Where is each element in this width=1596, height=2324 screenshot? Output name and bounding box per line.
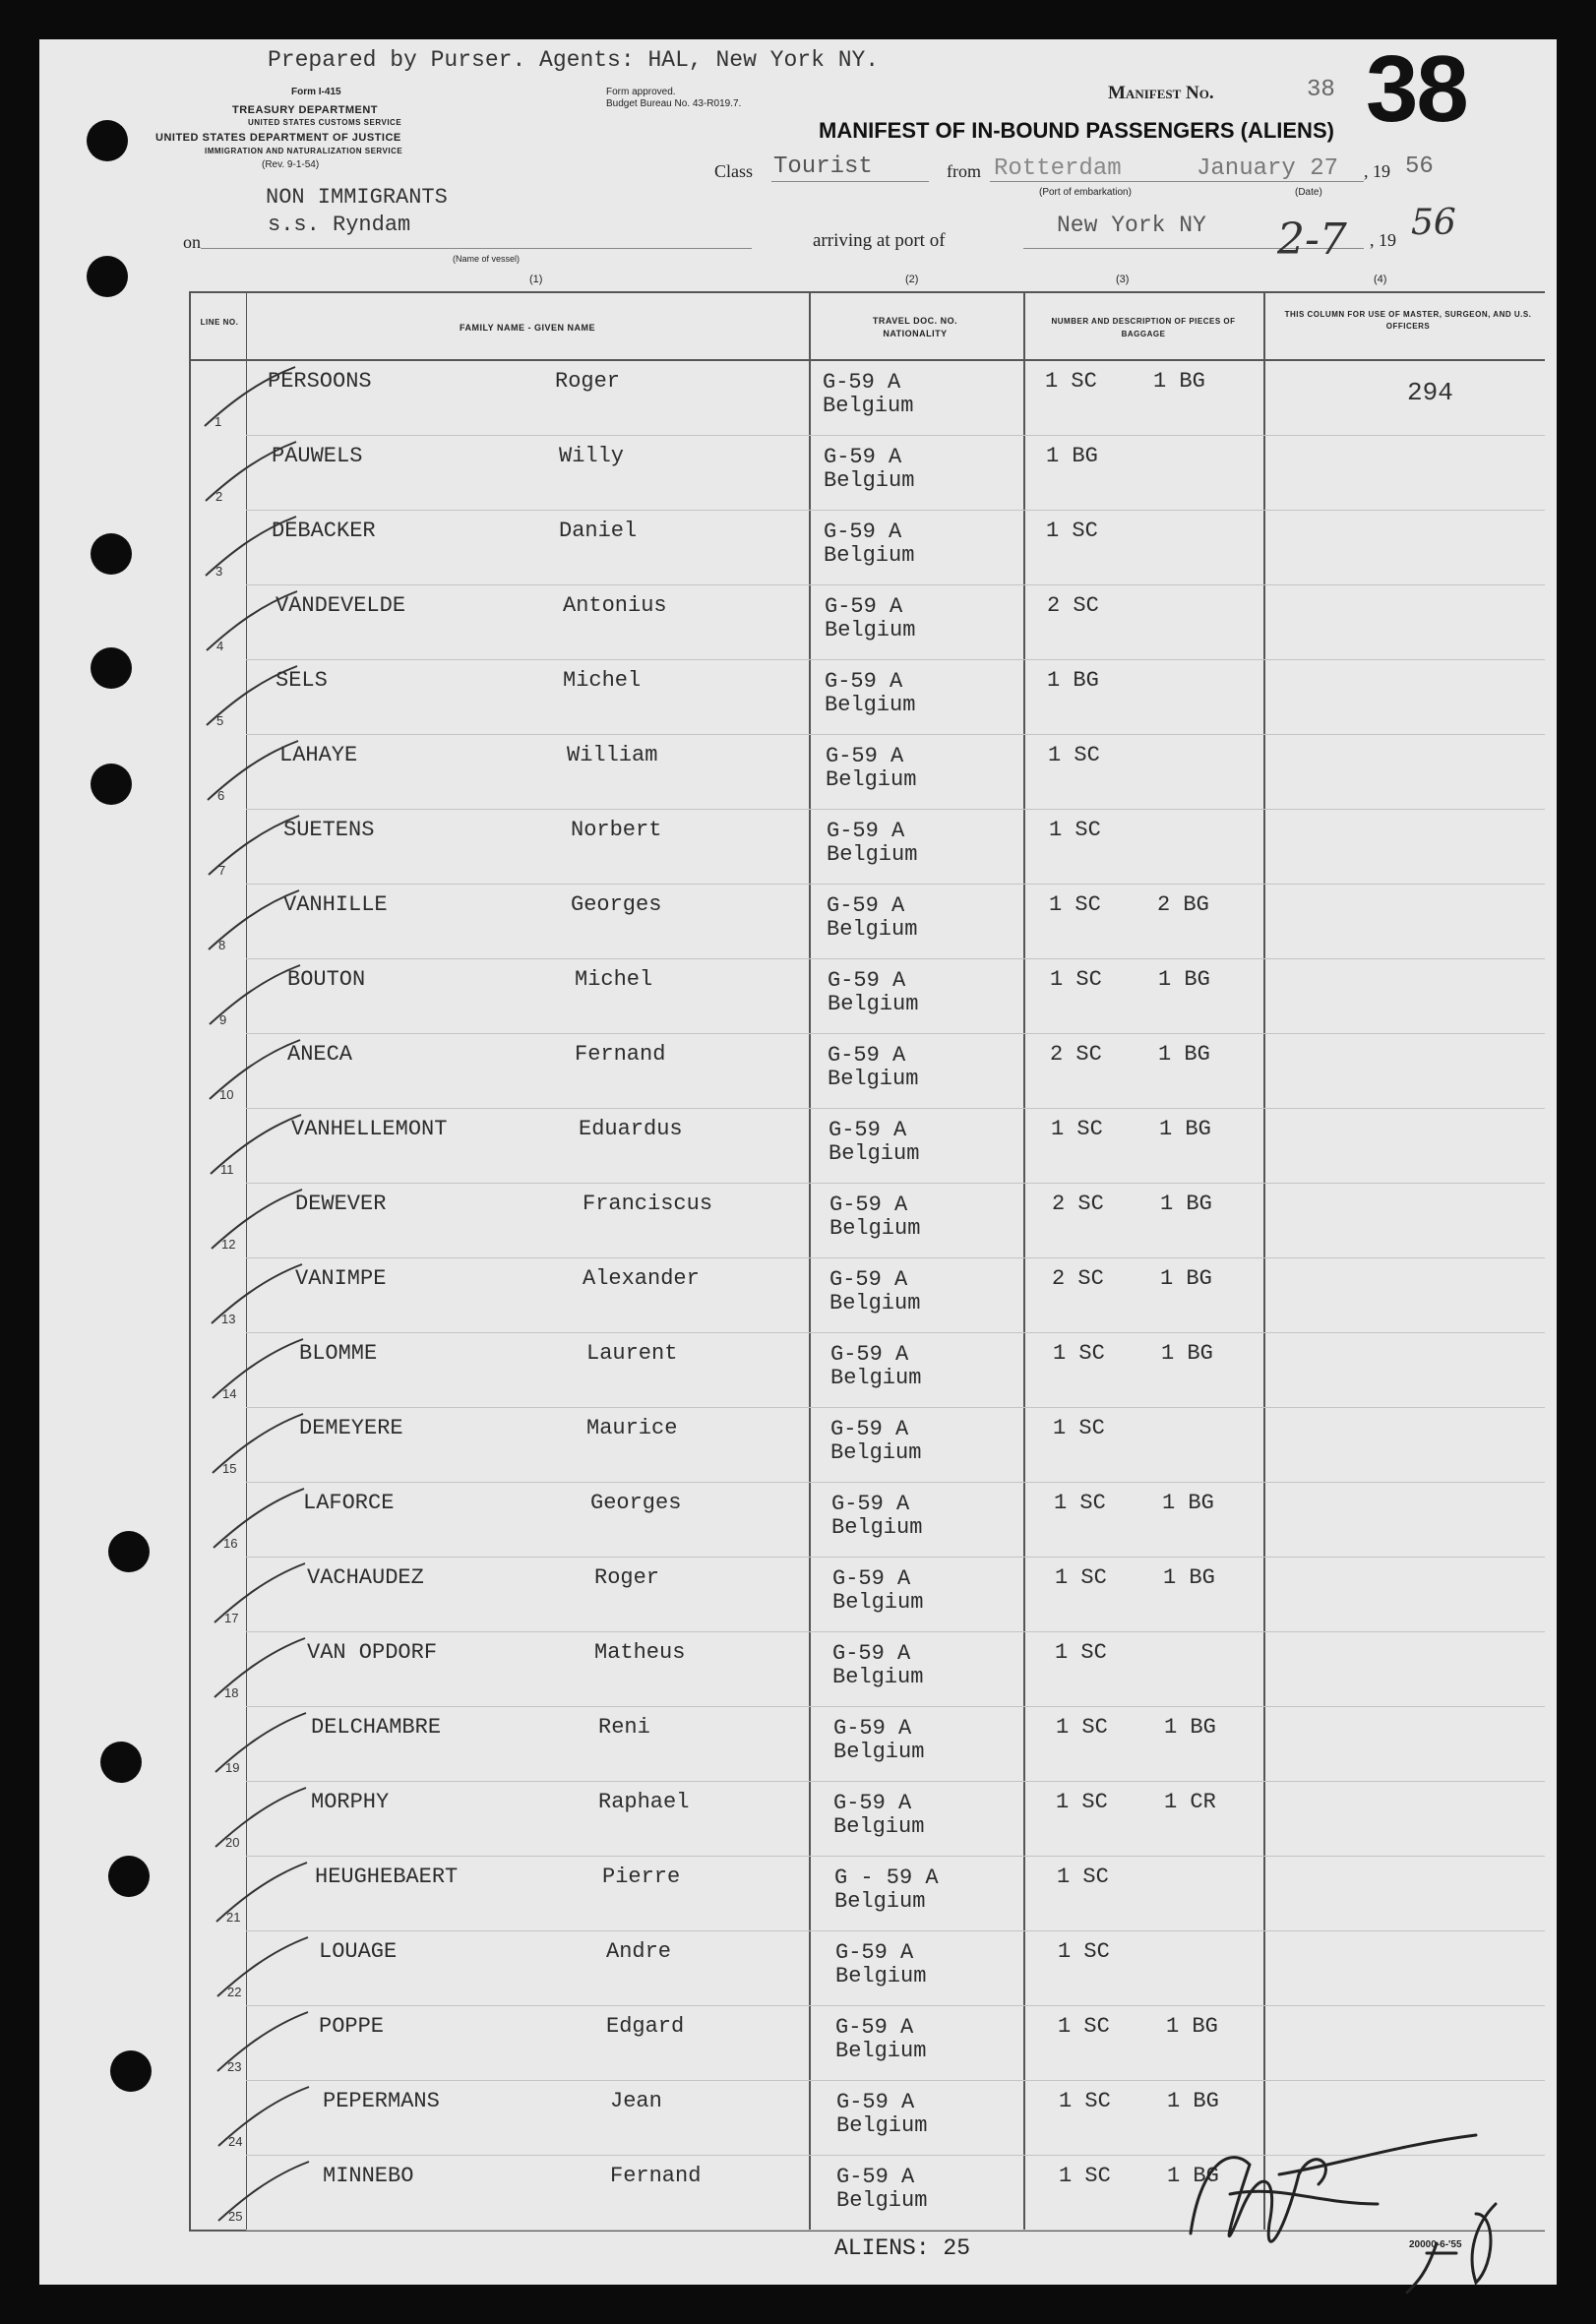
nationality: Belgium	[836, 2113, 928, 2138]
table-row	[39, 885, 1557, 959]
arrival-year-handwritten: 56	[1411, 203, 1456, 243]
line-number: 12	[221, 1237, 236, 1252]
aliens-total: ALIENS: 25	[834, 2235, 971, 2261]
baggage-2: 1 BG	[1166, 2014, 1218, 2039]
nationality: Belgium	[836, 2188, 928, 2213]
print-code: 20000-6-'55	[1409, 2239, 1462, 2250]
nationality: Belgium	[832, 1590, 924, 1615]
nationality: Belgium	[828, 1067, 919, 1091]
nationality: Belgium	[833, 1814, 925, 1839]
nationality: Belgium	[825, 693, 916, 717]
given-name: Reni	[598, 1715, 650, 1740]
baggage-1: 1 SC	[1057, 1865, 1109, 1889]
ins-service: IMMIGRATION AND NATURALIZATION SERVICE	[205, 147, 403, 155]
family-name: POPPE	[319, 2014, 385, 2039]
from-label: from	[947, 161, 981, 181]
family-name: VANHILLE	[283, 892, 388, 917]
justice-dept: UNITED STATES DEPARTMENT OF JUSTICE	[155, 132, 401, 144]
given-name: Laurent	[586, 1341, 678, 1366]
baggage-1: 1 SC	[1058, 1939, 1110, 1964]
nationality: Belgium	[827, 917, 918, 942]
baggage-2: 1 BG	[1167, 2164, 1219, 2188]
nationality: Belgium	[827, 842, 918, 867]
family-name: DEBACKER	[272, 519, 376, 543]
check-mark	[39, 2006, 335, 2081]
baggage-1: 1 SC	[1056, 1715, 1108, 1740]
given-name: Georges	[571, 892, 662, 917]
table-row	[39, 585, 1557, 660]
family-name: ANECA	[287, 1042, 353, 1067]
family-name: PAUWELS	[272, 444, 363, 468]
travel-doc-no: G-59 A	[830, 1342, 909, 1367]
line-number: 6	[217, 788, 225, 803]
travel-doc-no: G-59 A	[824, 445, 902, 469]
line-number: 14	[222, 1386, 237, 1401]
given-name: Norbert	[571, 818, 662, 842]
travel-doc-no: G-59 A	[829, 1193, 908, 1217]
table-row	[39, 361, 1557, 436]
line-number: 2	[215, 489, 223, 504]
check-mark	[39, 1782, 335, 1857]
family-name: VAN OPDORF	[307, 1640, 438, 1665]
travel-doc-no: G-59 A	[830, 1417, 909, 1441]
nationality: Belgium	[829, 1291, 921, 1315]
baggage-1: 1 SC	[1059, 2164, 1111, 2188]
given-name: Antonius	[563, 593, 667, 618]
check-mark	[39, 660, 335, 735]
line-number: 19	[225, 1760, 240, 1775]
baggage-2: 1 BG	[1160, 1192, 1212, 1216]
family-name: DELCHAMBRE	[311, 1715, 442, 1740]
table-row	[39, 959, 1557, 1034]
check-mark	[39, 1931, 335, 2006]
manifest-no-value: 38	[1307, 77, 1335, 103]
table-row	[39, 660, 1557, 735]
check-mark	[39, 2081, 335, 2156]
manifest-no-label: Manifest No.	[1108, 83, 1214, 103]
typed-preparer-line: Prepared by Purser. Agents: HAL, New York NY.	[268, 47, 880, 73]
travel-doc-no: G-59 A	[823, 370, 901, 395]
family-name: SELS	[276, 668, 328, 693]
travel-doc-no: G-59 A	[831, 1492, 910, 1516]
baggage-1: 1 SC	[1045, 369, 1097, 394]
col-num-1: (1)	[529, 274, 543, 285]
table-row	[39, 1258, 1557, 1333]
family-name: DEMEYERE	[299, 1416, 403, 1440]
baggage-2: 1 BG	[1158, 967, 1210, 992]
family-name: PEPERMANS	[323, 2089, 440, 2113]
table-row	[39, 1707, 1557, 1782]
given-name: Fernand	[610, 2164, 702, 2188]
baggage-2: 1 BG	[1161, 1341, 1213, 1366]
check-mark	[39, 735, 335, 810]
travel-doc-no: G-59 A	[826, 744, 904, 768]
header-line-no: LINE NO.	[200, 318, 239, 327]
line-number: 25	[228, 2209, 243, 2224]
baggage-1: 1 SC	[1058, 2014, 1110, 2039]
given-name: Alexander	[583, 1266, 700, 1291]
travel-doc-no: G-59 A	[836, 2165, 915, 2189]
family-name: VANHELLEMONT	[291, 1117, 448, 1141]
officer-note-row-1: 294	[1407, 378, 1453, 407]
baggage-2: 1 BG	[1158, 1042, 1210, 1067]
line-number: 10	[219, 1087, 234, 1102]
arriving-label: arriving at port of	[813, 230, 946, 251]
header-baggage: NUMBER AND DESCRIPTION OF PIECES OF BAGGAGE	[1051, 317, 1236, 338]
family-name: VACHAUDEZ	[307, 1565, 424, 1590]
nationality: Belgium	[824, 468, 915, 493]
family-name: PERSOONS	[268, 369, 372, 394]
check-mark	[39, 511, 335, 585]
table-row	[39, 1408, 1557, 1483]
travel-doc-no: G-59 A	[829, 1267, 908, 1292]
line-number: 22	[227, 1985, 242, 1999]
binder-hole	[87, 256, 128, 297]
family-name: BLOMME	[299, 1341, 378, 1366]
check-mark	[39, 1184, 335, 1258]
check-mark	[39, 885, 335, 959]
officer-signature	[1082, 2106, 1535, 2302]
form-number: Form I-415	[291, 87, 341, 97]
travel-doc-no: G-59 A	[829, 1118, 907, 1142]
customs-service: UNITED STATES CUSTOMS SERVICE	[248, 118, 402, 127]
treasury-dept: TREASURY DEPARTMENT	[232, 104, 379, 116]
arrival-year-prefix: , 19	[1370, 230, 1396, 250]
given-name: Franciscus	[583, 1192, 713, 1216]
given-name: Maurice	[586, 1416, 678, 1440]
class-label: Class	[714, 161, 754, 181]
baggage-2: 1 BG	[1167, 2089, 1219, 2113]
on-label: on	[183, 232, 201, 252]
check-mark	[39, 1707, 335, 1782]
nationality: Belgium	[830, 1366, 922, 1390]
line-number: 13	[221, 1312, 236, 1326]
vessel-caption: (Name of vessel)	[453, 254, 521, 264]
family-name: SUETENS	[283, 818, 375, 842]
line-number: 7	[218, 863, 226, 878]
nationality: Belgium	[831, 1515, 923, 1540]
baggage-1: 1 SC	[1055, 1640, 1107, 1665]
given-name: Edgard	[606, 2014, 685, 2039]
travel-doc-no: G-59 A	[825, 669, 903, 694]
travel-doc-no: G-59 A	[836, 2090, 915, 2114]
header-travel-doc: TRAVEL DOC. NO. NATIONALITY	[872, 316, 958, 338]
travel-doc-no: G-59 A	[833, 1716, 912, 1741]
year-value: 56	[1405, 153, 1434, 180]
baggage-1: 1 SC	[1046, 519, 1098, 543]
baggage-1: 1 SC	[1048, 743, 1100, 767]
nationality: Belgium	[829, 1141, 920, 1166]
travel-doc-no: G-59 A	[828, 1043, 906, 1068]
given-name: Pierre	[602, 1865, 681, 1889]
nationality: Belgium	[829, 1216, 921, 1241]
check-mark	[39, 810, 335, 885]
given-name: Daniel	[559, 519, 638, 543]
baggage-1: 1 BG	[1047, 668, 1099, 693]
given-name: Roger	[555, 369, 621, 394]
travel-doc-no: G-59 A	[833, 1791, 912, 1815]
table-row	[39, 810, 1557, 885]
nationality: Belgium	[834, 1889, 926, 1914]
table-row	[39, 2006, 1557, 2081]
baggage-1: 2 SC	[1050, 1042, 1102, 1067]
family-name: LAFORCE	[303, 1491, 395, 1515]
check-mark	[39, 1109, 335, 1184]
family-name: LAHAYE	[279, 743, 358, 767]
family-name: MORPHY	[311, 1790, 390, 1814]
family-name: HEUGHEBAERT	[315, 1865, 459, 1889]
year-prefix: , 19	[1364, 161, 1390, 181]
travel-doc-no: G-59 A	[832, 1641, 911, 1666]
baggage-2: 1 BG	[1159, 1117, 1211, 1141]
baggage-1: 1 BG	[1046, 444, 1098, 468]
table-row	[39, 1184, 1557, 1258]
non-immigrants-label: NON IMMIGRANTS	[266, 185, 448, 210]
line-number: 15	[222, 1461, 237, 1476]
nationality: Belgium	[833, 1740, 925, 1764]
travel-doc-no: G-59 A	[827, 893, 905, 918]
manifest-stamp-number: 38	[1366, 36, 1467, 142]
nationality: Belgium	[832, 1665, 924, 1689]
vessel-name: s.s. Ryndam	[268, 213, 411, 237]
arrival-date-handwritten: 2-7	[1277, 214, 1347, 265]
line-number: 21	[226, 1910, 241, 1925]
baggage-2: 1 BG	[1163, 1565, 1215, 1590]
line-number: 1	[215, 414, 222, 429]
baggage-2: 2 BG	[1157, 892, 1209, 917]
table-row	[39, 1931, 1557, 2006]
given-name: Michel	[563, 668, 642, 693]
line-number: 16	[223, 1536, 238, 1551]
baggage-2: 1 CR	[1164, 1790, 1216, 1814]
header-officers: THIS COLUMN FOR USE OF MASTER, SURGEON, AND U.S. OFFICERS	[1284, 310, 1532, 331]
family-name: DEWEVER	[295, 1192, 387, 1216]
table-row	[39, 1782, 1557, 1857]
baggage-2: 1 BG	[1162, 1491, 1214, 1515]
check-mark	[39, 1857, 335, 1931]
given-name: William	[567, 743, 658, 767]
table-row	[39, 511, 1557, 585]
line-number: 11	[220, 1162, 234, 1177]
check-mark	[39, 1333, 335, 1408]
nationality: Belgium	[826, 767, 917, 792]
travel-doc-no: G-59 A	[835, 1940, 914, 1965]
manifest-title: MANIFEST OF IN-BOUND PASSENGERS (ALIENS)	[819, 118, 1334, 143]
baggage-1: 1 SC	[1053, 1416, 1105, 1440]
line-number: 9	[219, 1012, 227, 1027]
baggage-2: 1 BG	[1160, 1266, 1212, 1291]
date-caption: (Date)	[1295, 187, 1322, 198]
travel-doc-no: G-59 A	[824, 520, 902, 544]
given-name: Michel	[575, 967, 653, 992]
line-number: 23	[227, 2059, 242, 2074]
given-name: Matheus	[594, 1640, 686, 1665]
table-row	[39, 735, 1557, 810]
travel-doc-no: G - 59 A	[834, 1865, 939, 1890]
given-name: Fernand	[575, 1042, 666, 1067]
family-name: MINNEBO	[323, 2164, 414, 2188]
table-row	[39, 1333, 1557, 1408]
line-number: 20	[225, 1835, 240, 1850]
check-mark	[39, 1034, 335, 1109]
given-name: Andre	[606, 1939, 672, 1964]
check-mark	[39, 2156, 335, 2231]
check-mark	[39, 1408, 335, 1483]
header-name: FAMILY NAME - GIVEN NAME	[459, 323, 595, 333]
nationality: Belgium	[830, 1440, 922, 1465]
line-number: 24	[228, 2134, 243, 2149]
baggage-1: 1 SC	[1051, 1117, 1103, 1141]
col-num-3: (3)	[1116, 274, 1130, 285]
table-row	[39, 1558, 1557, 1632]
baggage-1: 1 SC	[1059, 2089, 1111, 2113]
travel-doc-no: G-59 A	[828, 968, 906, 993]
form-approved: Form approved.	[606, 87, 676, 97]
line-number: 18	[224, 1685, 239, 1700]
table-row	[39, 436, 1557, 511]
baggage-1: 1 SC	[1049, 818, 1101, 842]
port-caption: (Port of embarkation)	[1039, 187, 1132, 198]
check-mark	[39, 1558, 335, 1632]
family-name: BOUTON	[287, 967, 366, 992]
check-mark	[39, 1632, 335, 1707]
line-number: 8	[218, 938, 226, 952]
baggage-1: 2 SC	[1047, 593, 1099, 618]
nationality: Belgium	[823, 394, 914, 418]
nationality: Belgium	[835, 2039, 927, 2063]
baggage-1: 1 SC	[1053, 1341, 1105, 1366]
family-name: VANDEVELDE	[276, 593, 406, 618]
date-value: January 27	[1197, 155, 1339, 182]
travel-doc-no: G-59 A	[827, 819, 905, 843]
table-row	[39, 1034, 1557, 1109]
table-row	[39, 1109, 1557, 1184]
family-name: VANIMPE	[295, 1266, 387, 1291]
given-name: Raphael	[598, 1790, 690, 1814]
family-name: LOUAGE	[319, 1939, 398, 1964]
class-value: Tourist	[773, 153, 873, 180]
baggage-1: 1 SC	[1054, 1491, 1106, 1515]
travel-doc-no: G-59 A	[832, 1566, 911, 1591]
baggage-1: 2 SC	[1052, 1266, 1104, 1291]
binder-hole	[87, 120, 128, 161]
budget-bureau: Budget Bureau No. 43-R019.7.	[606, 98, 742, 109]
nationality: Belgium	[824, 543, 915, 568]
from-port-value: Rotterdam	[994, 155, 1122, 182]
nationality: Belgium	[828, 992, 919, 1016]
manifest-page	[39, 36, 1557, 2285]
travel-doc-no: G-59 A	[825, 594, 903, 619]
given-name: Georges	[590, 1491, 682, 1515]
arrival-port-value: New York NY	[1057, 213, 1206, 238]
nationality: Belgium	[825, 618, 916, 642]
check-mark	[39, 1258, 335, 1333]
table-row	[39, 1857, 1557, 1931]
baggage-1: 2 SC	[1052, 1192, 1104, 1216]
baggage-1: 1 SC	[1050, 967, 1102, 992]
baggage-2: 1 BG	[1153, 369, 1205, 394]
check-mark	[39, 436, 335, 511]
check-mark	[39, 1483, 335, 1558]
col-num-2: (2)	[905, 274, 919, 285]
revision-date: (Rev. 9-1-54)	[262, 159, 320, 170]
given-name: Eduardus	[579, 1117, 683, 1141]
nationality: Belgium	[835, 1964, 927, 1988]
line-number: 4	[216, 639, 224, 653]
given-name: Willy	[559, 444, 625, 468]
baggage-1: 1 SC	[1055, 1565, 1107, 1590]
check-mark	[39, 361, 335, 436]
baggage-2: 1 BG	[1164, 1715, 1216, 1740]
col-num-4: (4)	[1374, 274, 1387, 285]
line-number: 3	[215, 564, 223, 579]
check-mark	[39, 585, 335, 660]
given-name: Jean	[610, 2089, 662, 2113]
table-row	[39, 1632, 1557, 1707]
line-number: 5	[216, 713, 224, 728]
check-mark	[39, 959, 335, 1034]
table-row	[39, 1483, 1557, 1558]
travel-doc-no: G-59 A	[835, 2015, 914, 2040]
given-name: Roger	[594, 1565, 660, 1590]
line-number: 17	[224, 1611, 239, 1625]
baggage-1: 1 SC	[1056, 1790, 1108, 1814]
baggage-1: 1 SC	[1049, 892, 1101, 917]
